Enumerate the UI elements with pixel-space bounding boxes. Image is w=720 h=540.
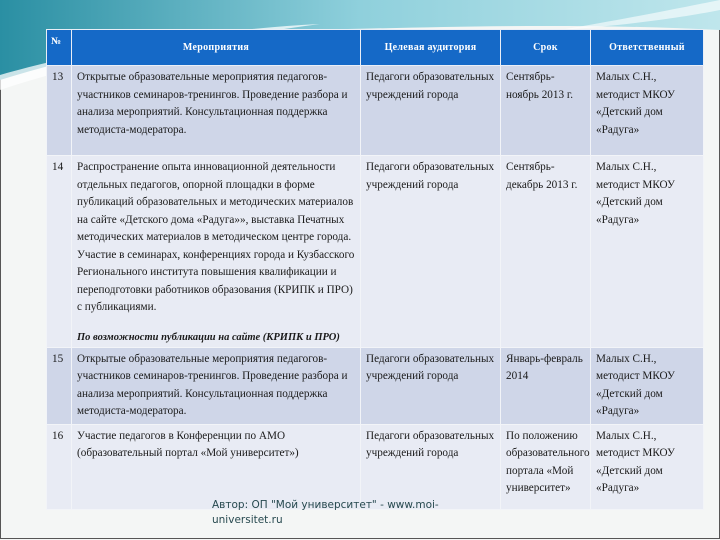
cell-event: Участие педагогов в Конференции по АМО (образовательный портал «Мой университет») (72, 424, 361, 509)
events-table (46, 29, 704, 510)
cell-event: Открытые образовательные мероприятия педагогов-участников семинаров-тренингов. Проведение разбора и анализа мероприятий. Консультационная поддержка методиста-модератора. (72, 347, 361, 424)
header-num: № (47, 30, 72, 66)
table-row (47, 66, 704, 156)
cell-audience: Педагоги образовательных учреждений города (361, 424, 501, 509)
cell-audience: Педагоги образовательных учреждений города (361, 66, 501, 156)
cell-term: По положению образовательного портала «Мой университет» (501, 424, 591, 509)
cell-num: 14 (47, 156, 72, 348)
author-footer: Автор: ОП "Мой университет" - www.moi-universitet.ru (212, 499, 439, 526)
cell-event (72, 156, 361, 348)
header-event: Мероприятия (72, 30, 361, 66)
cell-num: 15 (47, 347, 72, 424)
cell-responsible: Малых С.Н., методист МКОУ «Детский дом «Радуга» (591, 424, 704, 509)
cell-num: 13 (47, 66, 72, 156)
cell-audience: Педагоги образовательных учреждений города (361, 347, 501, 424)
cell-term: Сентябрь-декабрь 2013 г. (501, 156, 591, 348)
cell-num: 16 (47, 424, 72, 509)
header-audience: Целевая аудитория (361, 30, 501, 66)
cell-event: Открытые образовательные мероприятия педагогов-участников семинаров-тренингов. Проведение разбора и анализа мероприятий. Консультационная поддержка методиста-модератора. (72, 66, 361, 156)
table-header-row (47, 30, 704, 66)
cell-audience: Педагоги образовательных учреждений города (361, 156, 501, 348)
cell-term: Сентябрь-ноябрь 2013 г. (501, 66, 591, 156)
table-row (47, 347, 704, 424)
cell-responsible: Малых С.Н., методист МКОУ «Детский дом «Радуга» (591, 66, 704, 156)
event-note: По возможности публикации на сайте (КРИПК и ПРО) (77, 331, 340, 343)
cell-responsible: Малых С.Н., методист МКОУ «Детский дом «Радуга» (591, 156, 704, 348)
header-term: Срок (501, 30, 591, 66)
table-row (47, 424, 704, 509)
header-responsible: Ответственный (591, 30, 704, 66)
table-row (47, 156, 704, 348)
cell-responsible: Малых С.Н., методист МКОУ «Детский дом «Радуга» (591, 347, 704, 424)
cell-term: Январь-февраль 2014 (501, 347, 591, 424)
event-text: Распространение опыта инновационной деятельности отдельных педагогов, опорной площадки в форме публикаций образовательных и методических материалов на сайте «Детского дома «Радуга»», выставка Печатных методических материалов в методическом центре города. Участие в семинарах, конференциях города и Кузбасского Регионального института повышения квалификации и переподготовки работников образования (КРИПК и ПРО) с публикациями. (77, 161, 355, 313)
